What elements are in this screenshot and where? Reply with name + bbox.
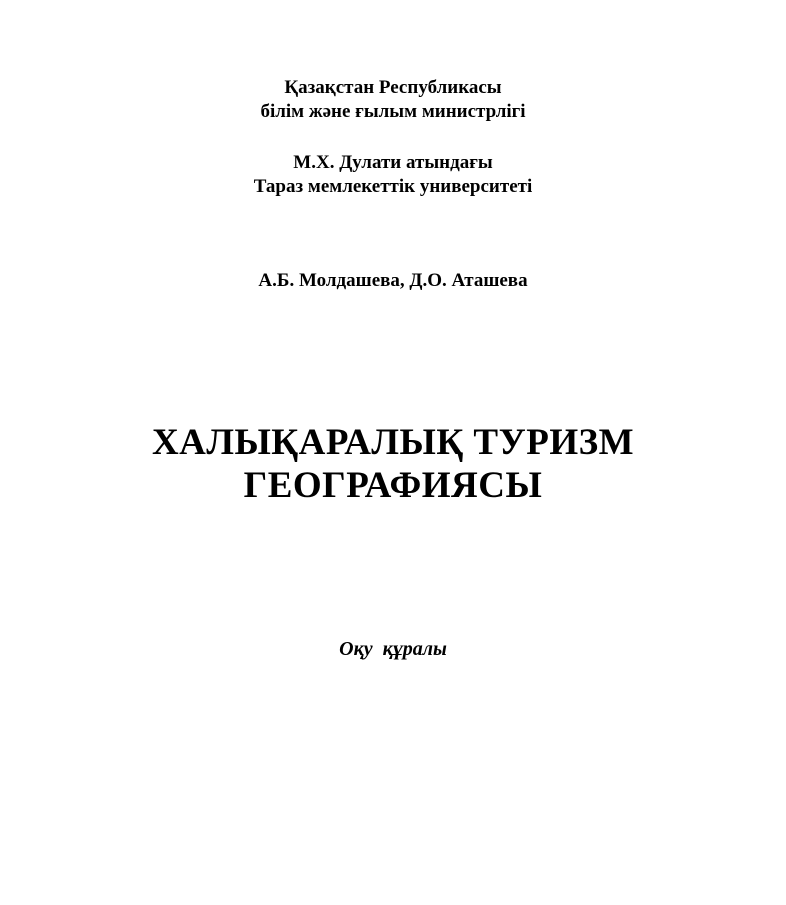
book-title-line-2: ГЕОГРАФИЯСЫ: [243, 465, 543, 506]
university-line-2: Тараз мемлекеттік университеті: [253, 176, 533, 197]
authors: А.Б. Молдашева, Д.О. Аташева: [258, 270, 528, 291]
ministry-line-1: Қазақстан Республикасы: [284, 77, 502, 98]
book-subtitle: Оқу құралы: [339, 638, 447, 660]
university-line-1: М.Х. Дулати атындағы: [293, 152, 493, 173]
book-title-line-1: ХАЛЫҚАРАЛЫҚ ТУРИЗМ: [151, 422, 635, 463]
ministry-line-2: білім және ғылым министрлігі: [260, 101, 526, 122]
